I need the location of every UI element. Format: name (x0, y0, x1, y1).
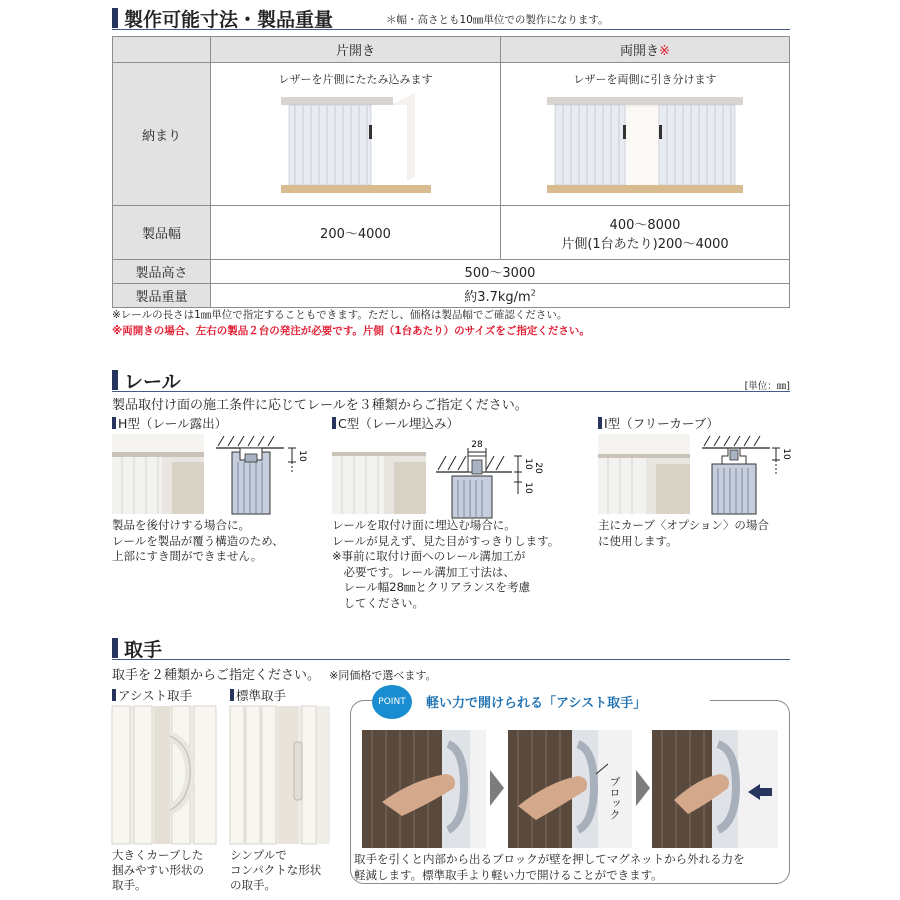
double-door-illustration (547, 93, 743, 201)
handle-section-title: 取手 (124, 639, 163, 661)
spec-section-title: 製作可能寸法・製品重量 (124, 9, 334, 31)
rail-c-note-line: ※事前に取付け面へのレール溝加工が (332, 549, 526, 563)
double-note-mark: ※ (659, 44, 670, 59)
block-label: ブロック (608, 776, 621, 820)
point-desc-line: 取手を引くと内部から出るブロックが壁を押してマグネットから外れる力を (354, 852, 745, 866)
section-bar (112, 638, 118, 658)
rail-h-photo (112, 434, 204, 514)
handle-intro-line (112, 664, 436, 683)
table-corner (113, 37, 211, 63)
rail-h-dim-label: 10 (297, 450, 307, 462)
handle-intro-note: ※同価格で選べます。 (329, 669, 437, 682)
point-step1-photo (362, 730, 486, 848)
rail-c-photo (332, 452, 426, 514)
weight-cell (211, 284, 790, 308)
double-width-value: 400～8000 (609, 217, 681, 233)
standard-handle-photo (230, 706, 330, 844)
assist-handle-title: アシスト取手 (112, 686, 192, 704)
rail-h-desc-line: 製品を後付けする場合に。 (112, 518, 250, 532)
double-storage-cell (501, 63, 790, 206)
double-storage-desc: レザーを両側に引き分けます (573, 73, 717, 86)
rail-i-title: I型（フリーカーブ） (598, 414, 719, 432)
rail-c-desc-line: レールが見えず、見た目がすっきりします。 (332, 533, 560, 548)
point-step3-photo (652, 730, 778, 848)
rail-c-note-line: 必要です。レール溝加工寸法は、 (332, 564, 515, 579)
height-value: 500～3000 (211, 260, 790, 284)
row-label-weight: 製品重量 (113, 284, 211, 308)
rail-c-desc (332, 518, 559, 611)
assist-handle-photo (112, 706, 216, 844)
rail-c-dim-b: 20 (533, 462, 543, 474)
point-title: 軽い力で開けられる「アシスト取手」 (426, 696, 647, 711)
rail-c-dim-a: 10 (523, 458, 533, 470)
double-width-cell (501, 206, 790, 260)
section-bar (112, 8, 118, 28)
handle-section-header (112, 636, 790, 660)
standard-handle-title: 標準取手 (230, 686, 286, 704)
rail-i-diagram (698, 434, 791, 516)
standard-handle-desc-line: コンパクトな形状 (230, 863, 322, 877)
step-arrow-1 (490, 770, 504, 806)
column-header-double-label: 両開き (620, 44, 660, 59)
rail-i-photo (598, 434, 690, 514)
row-label-height: 製品高さ (113, 260, 211, 284)
row-label-storage: 納まり (113, 63, 211, 206)
footnote-rail-length: ※レールの長さは1㎜単位で指定することもできます。ただし、価格は製品幅でご確認ください。 (112, 309, 568, 321)
assist-handle-desc-line: 掴みやすい形状の (112, 863, 204, 877)
rail-i-desc-line: に使用します。 (598, 533, 678, 548)
rail-intro: 製品取付け面の施工条件に応じてレールを３種類からご指定ください。 (112, 398, 528, 413)
section-bar (112, 370, 118, 390)
row-label-width: 製品幅 (113, 206, 211, 260)
rail-c-dim-c: 10 (523, 482, 533, 494)
rail-i-dim-label: 10 (781, 448, 791, 460)
single-door-illustration (281, 93, 431, 201)
single-storage-desc: レザーを片側にたたみ込みます (278, 73, 433, 86)
rail-h-desc-line: レールを製品が覆う構造のため、 (112, 533, 284, 548)
rail-h-desc-line: 上部にすき間ができません。 (112, 549, 263, 563)
handle-intro: 取手を２種類からご指定ください。 (112, 668, 321, 683)
rail-c-diagram (432, 432, 542, 518)
single-storage-cell (211, 63, 501, 206)
rail-h-diagram (212, 434, 307, 516)
rail-i-desc (598, 518, 769, 549)
rail-c-dim-width: 28 (471, 440, 483, 450)
rail-h-title: H型（レール露出） (112, 414, 227, 432)
rail-section-header (112, 368, 790, 392)
rail-i-desc-line: 主にカーブ〈オプション〉の場合 (598, 518, 769, 532)
rail-c-title: C型（レール埋込み） (332, 414, 459, 432)
spec-production-note: ＊幅・高さとも10㎜単位での製作になります。 (386, 14, 609, 26)
rail-c-note-line: してください。 (332, 595, 424, 610)
standard-handle-desc-line: シンプルで (230, 848, 287, 862)
rail-unit-label: [単位：㎜] (744, 381, 790, 392)
double-width-per-unit: 片側(1台あたり)200～4000 (561, 236, 729, 252)
rail-section-title: レール (124, 371, 181, 393)
single-width-value: 200～4000 (211, 206, 501, 260)
standard-handle-desc-line: の取手。 (230, 878, 276, 892)
assist-handle-desc-line: 大きくカーブした (112, 848, 204, 862)
standard-handle-desc (230, 848, 321, 893)
weight-unit-sup: 2 (530, 288, 536, 298)
point-badge: POINT (372, 685, 412, 719)
footnote-double-order: ※両開きの場合、左右の製品２台の発注が必要です。片側（1台あたり）のサイズをご指定ください。 (112, 325, 590, 337)
point-desc-line: 軽減します。標準取手より軽い力で開けることができます。 (354, 867, 663, 882)
spec-section-header (112, 6, 790, 30)
rail-c-note-line: レール幅28㎜とクリアランスを考慮 (332, 580, 531, 594)
rail-c-desc-line: レールを取付け面に埋込む場合に。 (332, 518, 516, 532)
rail-h-desc (112, 518, 284, 565)
point-desc (354, 852, 745, 883)
column-header-single: 片開き (211, 37, 501, 63)
column-header-double (501, 37, 790, 63)
step-arrow-2 (636, 770, 650, 806)
assist-handle-desc (112, 848, 204, 893)
spec-table (112, 36, 790, 308)
weight-value: 約3.7kg/m (464, 290, 531, 305)
assist-handle-desc-line: 取手。 (112, 878, 147, 892)
